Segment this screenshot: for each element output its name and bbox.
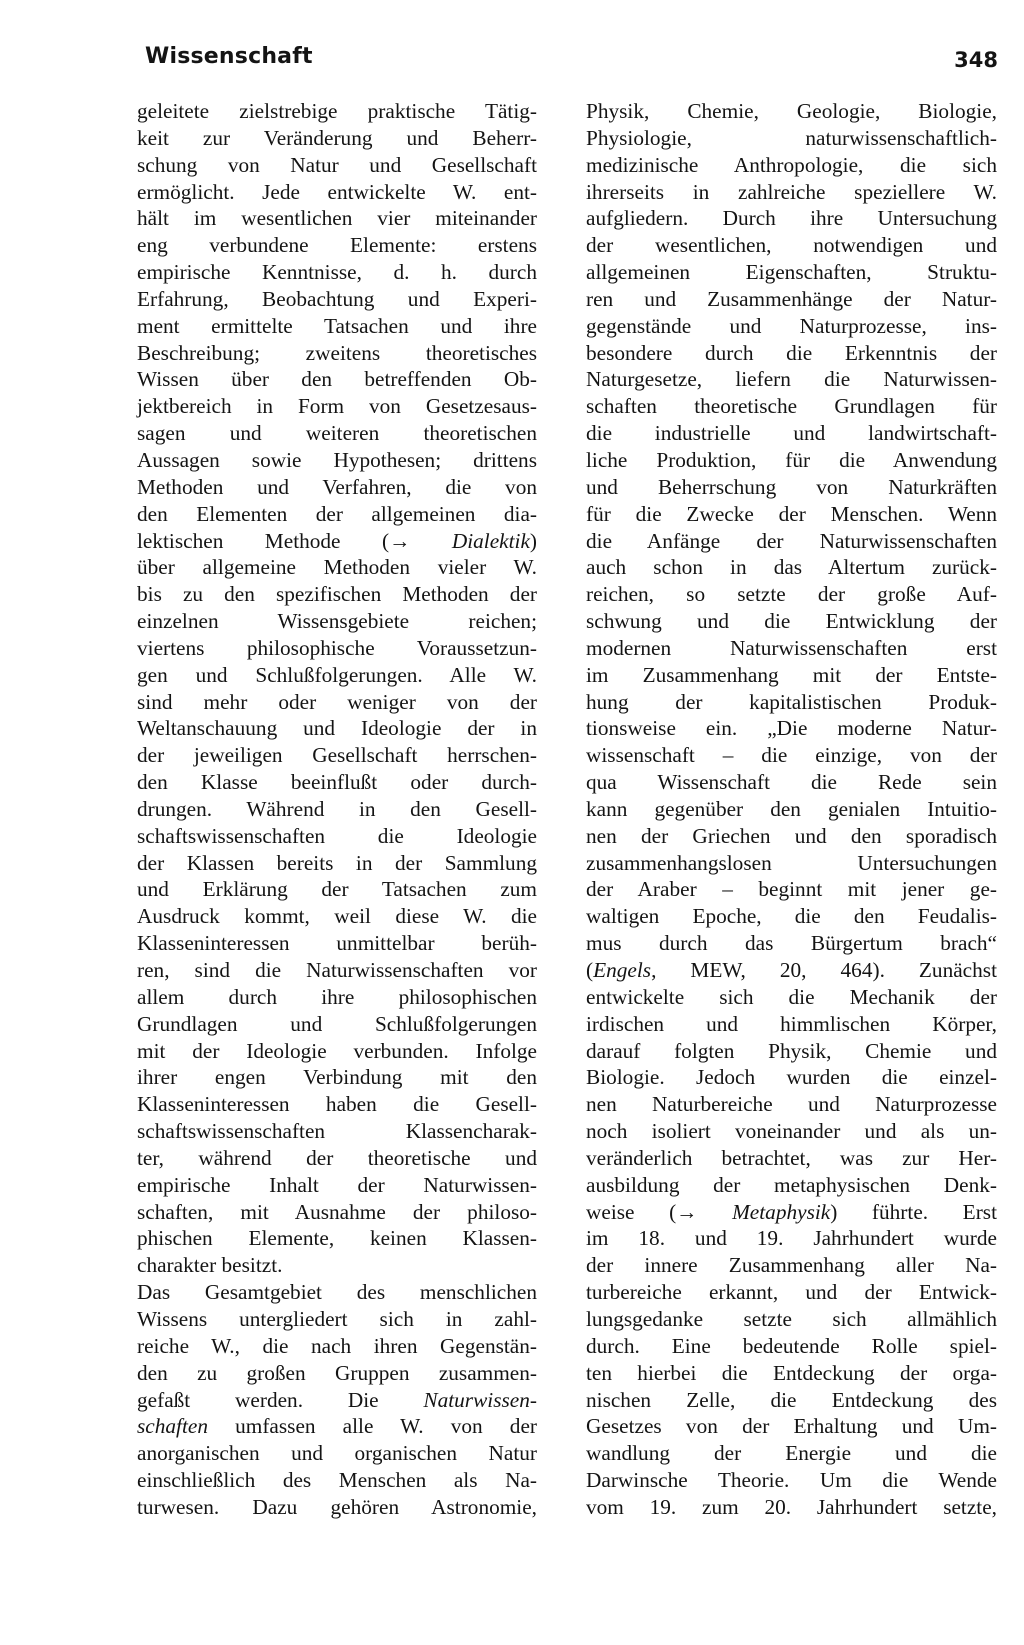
text-line: wandlung der Energie und die	[586, 1441, 997, 1466]
text-line: zusammenhangslosen Untersuchungen	[586, 850, 997, 875]
text-line: aufgliedern. Durch ihre Untersuchung	[586, 206, 997, 231]
text-line: auch schon in das Altertum zurück-	[586, 555, 997, 580]
text-line: nen Naturbereiche und Naturprozesse	[586, 1092, 997, 1117]
text-line: modernen Naturwissenschaften erst	[586, 635, 997, 660]
text-line: lungsgedanke setzte sich allmählich	[586, 1306, 997, 1331]
text-segment: umfassen alle W. von der	[207, 1414, 537, 1439]
text-line: über allgemeine Methoden vieler W.	[137, 555, 537, 580]
text-line: die Anfänge der Naturwissenschaften	[586, 528, 997, 553]
text-line: Naturgesetze, liefern die Naturwissen-	[586, 367, 997, 392]
text-line: Gesetzes von der Erhaltung und Um-	[586, 1414, 997, 1439]
text-line: schung von Natur und Gesellschaft	[137, 152, 537, 177]
text-line: und Beherrschung von Naturkräften	[586, 474, 997, 499]
text-line: Klasseninteressen unmittelbar berüh-	[137, 931, 537, 956]
text-line: Methoden und Verfahren, die von	[137, 474, 537, 499]
text-line: reichen, so setzte der große Auf-	[586, 582, 997, 607]
text-line	[137, 1413, 537, 1440]
text-line: sind mehr oder weniger von der	[137, 689, 537, 714]
text-line: turbereiche erkannt, und der Entwick-	[586, 1280, 997, 1305]
text-line: wissenschaft – die einzige, von der	[586, 743, 997, 768]
text-line: eng verbundene Elemente: erstens	[137, 233, 537, 258]
cross-reference-term: Naturwissen-	[423, 1387, 537, 1412]
text-line: hung der kapitalistischen Produk-	[586, 689, 997, 714]
text-line: Aussagen sowie Hypothesen; drittens	[137, 447, 537, 472]
text-line: ren, sind die Naturwissenschaften vor	[137, 958, 537, 982]
text-line: Das Gesamtgebiet des menschlichen	[137, 1280, 537, 1305]
text-line: ihrerseits in zahlreiche speziellere W.	[586, 179, 997, 204]
text-line: einzelnen Wissensgebiete reichen;	[137, 609, 537, 634]
text-line: ment ermittelte Tatsachen und ihre	[137, 313, 537, 338]
text-line: gegenstände und Naturprozesse, ins-	[586, 313, 997, 338]
text-line: nischen Zelle, die Entdeckung des	[586, 1387, 997, 1412]
text-line: darauf folgten Physik, Chemie und	[586, 1038, 997, 1063]
cross-reference-term: Engels	[593, 958, 652, 982]
text-segment: (	[586, 958, 594, 982]
text-line: allem durch ihre philosophischen	[137, 984, 537, 1009]
text-line	[586, 1199, 997, 1226]
text-line: charakter besitzt.	[137, 1253, 283, 1278]
text-line: schaften theoretische Grundlagen für	[586, 394, 997, 419]
text-line: keit zur Veränderung und Beherr-	[137, 125, 537, 150]
text-line: schaften, mit Ausnahme der philoso-	[137, 1199, 537, 1224]
text-line: sagen und weiteren theoretischen	[137, 421, 537, 446]
left-text-column	[137, 98, 537, 1521]
text-segment: ) führte. Erst	[830, 1199, 997, 1224]
text-line: den Elementen der allgemeinen dia-	[137, 501, 537, 526]
text-line: Grundlagen und Schlußfolgerungen	[137, 1011, 537, 1036]
text-line: geleitete zielstrebige praktische Tätig-	[137, 99, 537, 123]
text-line: vom 19. zum 20. Jahrhundert setzte,	[586, 1494, 997, 1519]
page-header	[145, 44, 998, 80]
text-line: gen und Schlußfolgerungen. Alle W.	[137, 662, 537, 687]
text-line	[137, 1387, 537, 1414]
text-line	[586, 957, 997, 984]
text-line: medizinische Anthropologie, die sich	[586, 152, 997, 177]
text-line: hält im wesentlichen vier miteinander	[137, 206, 537, 231]
text-line: irdischen und himmlischen Körper,	[586, 1011, 997, 1036]
text-line: die industrielle und landwirtschaft-	[586, 421, 997, 446]
text-line: ten hierbei die Entdeckung der orga-	[586, 1360, 997, 1385]
text-line: einschließlich des Menschen als Na-	[137, 1468, 537, 1493]
text-line: durch. Eine bedeutende Rolle spiel-	[586, 1333, 997, 1358]
text-line: entwickelte sich die Mechanik der	[586, 984, 997, 1009]
text-line: jektbereich in Form von Gesetzesaus-	[137, 394, 537, 419]
cross-reference-term: Dialektik	[451, 528, 530, 553]
page-number: 348	[954, 48, 998, 72]
text-line: den zu großen Gruppen zusammen-	[137, 1360, 537, 1385]
text-line: ter, während der theoretische und	[137, 1145, 537, 1170]
text-line: ihrer engen Verbindung mit den	[137, 1065, 537, 1090]
text-line: turwesen. Dazu gehören Astronomie,	[137, 1494, 537, 1519]
text-line: drungen. Während in den Gesell-	[137, 796, 537, 821]
running-head-keyword: Wissenschaft	[145, 44, 313, 69]
text-line: der Araber – beginnt mit jener ge-	[586, 877, 997, 902]
text-line: Ausdruck kommt, weil diese W. die	[137, 904, 537, 929]
text-segment: gefaßt werden. Die	[137, 1387, 424, 1412]
text-line: empirische Kenntnisse, d. h. durch	[137, 260, 537, 285]
text-line: noch isoliert voneinander und als un-	[586, 1119, 997, 1144]
text-line: liche Produktion, für die Anwendung	[586, 447, 997, 472]
text-line: Erfahrung, Beobachtung und Experi-	[137, 286, 537, 311]
text-line: phischen Elemente, keinen Klassen-	[137, 1226, 537, 1251]
text-line	[137, 528, 537, 555]
text-line: Wissens untergliedert sich in zahl-	[137, 1306, 537, 1331]
text-line: im 18. und 19. Jahrhundert wurde	[586, 1226, 997, 1251]
text-line: besondere durch die Erkenntnis der	[586, 340, 997, 365]
text-line: schaftswissenschaften die Ideologie	[137, 823, 537, 848]
text-line: waltigen Epoche, die den Feudalis-	[586, 904, 997, 929]
text-line: Physiologie, naturwissenschaftlich-	[586, 125, 997, 150]
text-line: anorganischen und organischen Natur	[137, 1441, 537, 1466]
text-line: allgemeinen Eigenschaften, Struktu-	[586, 260, 997, 285]
text-segment: )	[529, 528, 537, 553]
text-line: kann gegenüber den genialen Intuitio-	[586, 796, 997, 821]
text-line: für die Zwecke der Menschen. Wenn	[586, 501, 997, 526]
text-line: der jeweiligen Gesellschaft herrschen-	[137, 743, 537, 768]
text-line: empirische Inhalt der Naturwissen-	[137, 1172, 537, 1197]
text-line: ausbildung der metaphysischen Denk-	[586, 1172, 997, 1197]
text-line: und Erklärung der Tatsachen zum	[137, 877, 537, 902]
text-line: veränderlich betrachtet, was zur Her-	[586, 1145, 997, 1170]
text-line: Weltanschauung und Ideologie der in	[137, 716, 537, 741]
text-line: schwung und die Entwicklung der	[586, 609, 997, 634]
text-line: mus durch das Bürgertum brach“	[586, 931, 997, 956]
text-segment: , MEW, 20, 464). Zunächst	[651, 958, 997, 982]
text-line: Wissen über den betreffenden Ob-	[137, 367, 537, 392]
text-line: qua Wissenschaft die Rede sein	[586, 770, 997, 795]
text-line: Darwinsche Theorie. Um die Wende	[586, 1468, 997, 1493]
text-line: ren und Zusammenhänge der Natur-	[586, 286, 997, 311]
text-line: tionsweise ein. „Die moderne Natur-	[586, 716, 997, 741]
text-line: im Zusammenhang mit der Entste-	[586, 662, 997, 687]
right-text-column	[586, 98, 997, 1521]
text-line: der Klassen bereits in der Sammlung	[137, 850, 537, 875]
text-line: den Klasse beeinflußt oder durch-	[137, 770, 537, 795]
text-segment: weise (→	[586, 1199, 733, 1224]
text-line: der wesentlichen, notwendigen und	[586, 233, 997, 258]
cross-reference-term: Metaphysik	[732, 1199, 831, 1224]
text-line: ermöglicht. Jede entwickelte W. ent-	[137, 179, 537, 204]
cross-reference-term: schaften	[137, 1414, 208, 1439]
text-segment: lektischen Methode (→	[137, 528, 452, 553]
text-line: der innere Zusammenhang aller Na-	[586, 1253, 997, 1278]
text-line: Physik, Chemie, Geologie, Biologie,	[586, 99, 997, 123]
text-line: viertens philosophische Voraussetzun-	[137, 635, 537, 660]
text-line: Beschreibung; zweitens theoretisches	[137, 340, 537, 365]
text-line: reiche W., die nach ihren Gegenstän-	[137, 1333, 537, 1358]
text-line: schaftswissenschaften Klassencharak-	[137, 1119, 537, 1144]
text-line: Klasseninteressen haben die Gesell-	[137, 1092, 537, 1117]
text-line: bis zu den spezifischen Methoden der	[137, 582, 537, 607]
text-line: nen der Griechen und den sporadisch	[586, 823, 997, 848]
text-line: mit der Ideologie verbunden. Infolge	[137, 1038, 537, 1063]
text-line: Biologie. Jedoch wurden die einzel-	[586, 1065, 997, 1090]
